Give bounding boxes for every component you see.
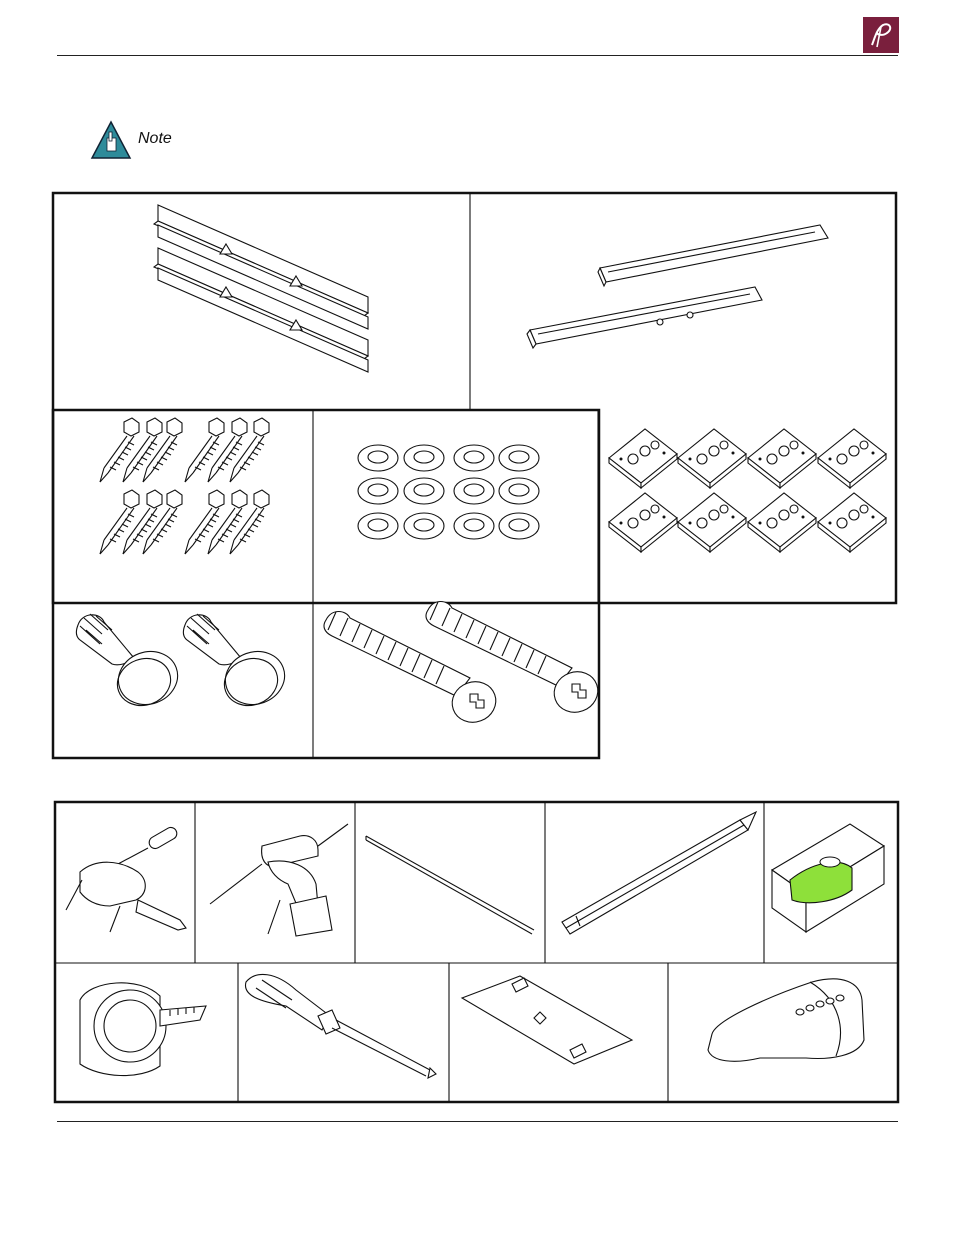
pencil-icon xyxy=(562,812,756,934)
note-label: Note xyxy=(138,130,172,147)
spacer-plate-icon xyxy=(609,429,886,552)
monitor-bracket-icon xyxy=(527,225,828,348)
awl-icon xyxy=(66,825,186,932)
drill-icon xyxy=(210,824,348,936)
washer-icon xyxy=(358,445,539,539)
level-icon xyxy=(772,824,884,932)
machine-screw-icon xyxy=(324,602,604,729)
wall-rail-icon xyxy=(154,205,368,372)
lag-bolt-icon xyxy=(100,418,269,554)
thumb-screw-icon xyxy=(76,614,292,713)
footer-rule xyxy=(57,1121,898,1122)
drill-bit-icon xyxy=(366,836,534,934)
tape-measure-icon xyxy=(80,983,206,1076)
screwdriver-icon xyxy=(245,974,436,1078)
template-icon xyxy=(462,976,632,1064)
stud-finder-icon xyxy=(708,979,864,1061)
